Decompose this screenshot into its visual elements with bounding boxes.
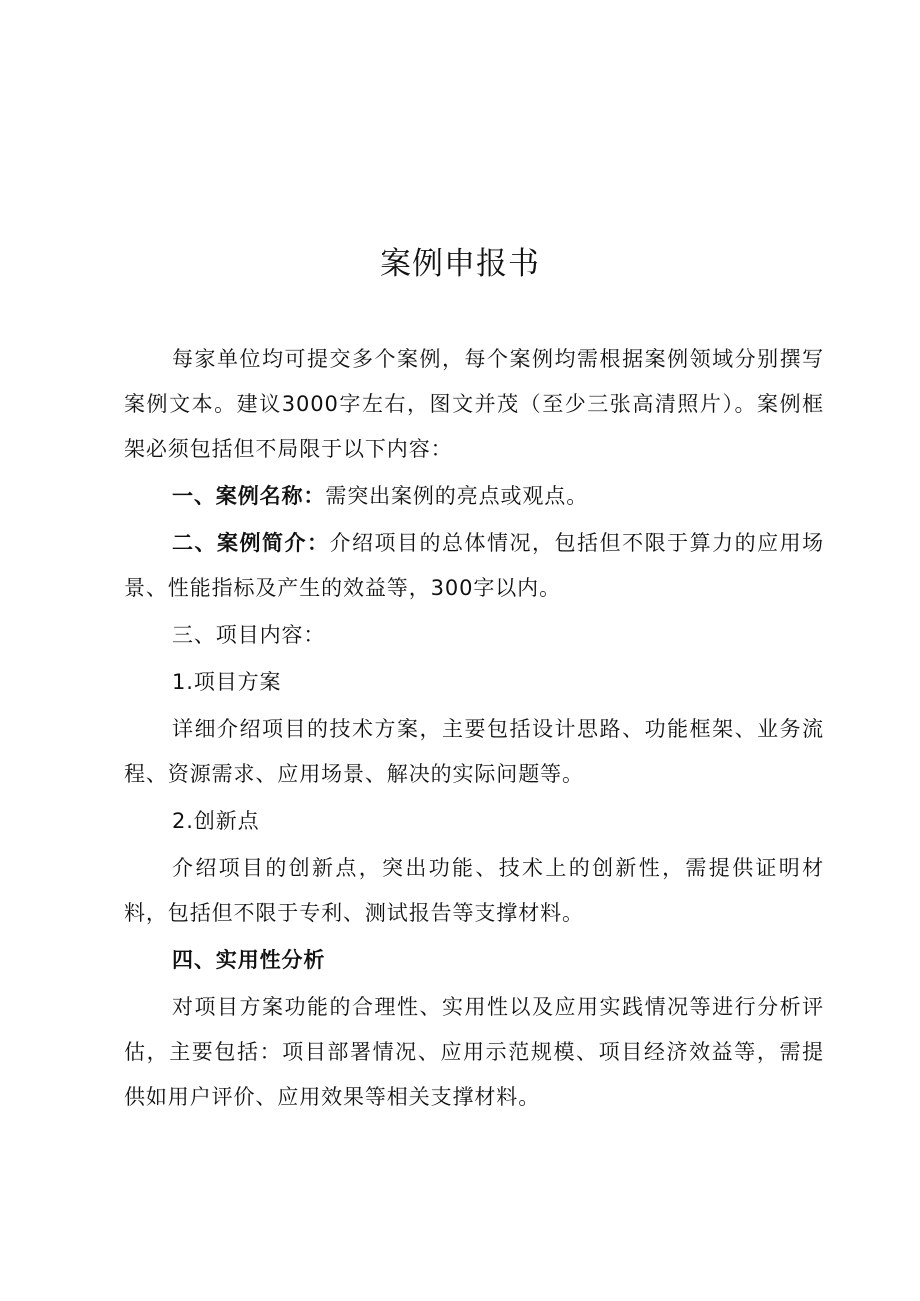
item-2-title: 2.创新点 <box>172 809 260 833</box>
section-2 <box>124 521 824 611</box>
item-1-title: 1.项目方案 <box>172 670 282 694</box>
section-4-heading: 四、实用性分析 <box>172 948 326 972</box>
document-body <box>124 337 824 1120</box>
section-2-heading: 二、案例简介： <box>172 531 330 555</box>
section-1 <box>124 474 824 519</box>
section-1-text: 需突出案例的亮点或观点。 <box>325 484 589 508</box>
document-title: 案例申报书 <box>380 246 540 282</box>
item-2-text: 介绍项目的创新点，突出功能、技术上的创新性，需提供证明材料，包括但不限于专利、测试报告等支撑材料。 <box>124 856 824 925</box>
section-2-text: 介绍项目的总体情况，包括但不限于算力的应用场景、性能指标及产生的效益等，300字以内。 <box>124 531 824 600</box>
intro-paragraph: 每家单位均可提交多个案例，每个案例均需根据案例领域分别撰写案例文本。建议3000字左右，图文并茂（至少三张高清照片）。案例框架必须包括但不局限于以下内容： <box>124 347 824 461</box>
section-1-heading: 一、案例名称： <box>172 484 326 508</box>
section-3-heading: 三、项目内容： <box>172 623 326 647</box>
item-1-text: 详细介绍项目的技术方案，主要包括设计思路、功能框架、业务流程、资源需求、应用场景、解决的实际问题等。 <box>124 717 824 786</box>
section-4-text: 对项目方案功能的合理性、实用性以及应用实践情况等进行分析评估，主要包括：项目部署情况、应用示范规模、项目经济效益等，需提供如用户评价、应用效果等相关支撑材料。 <box>124 995 824 1109</box>
